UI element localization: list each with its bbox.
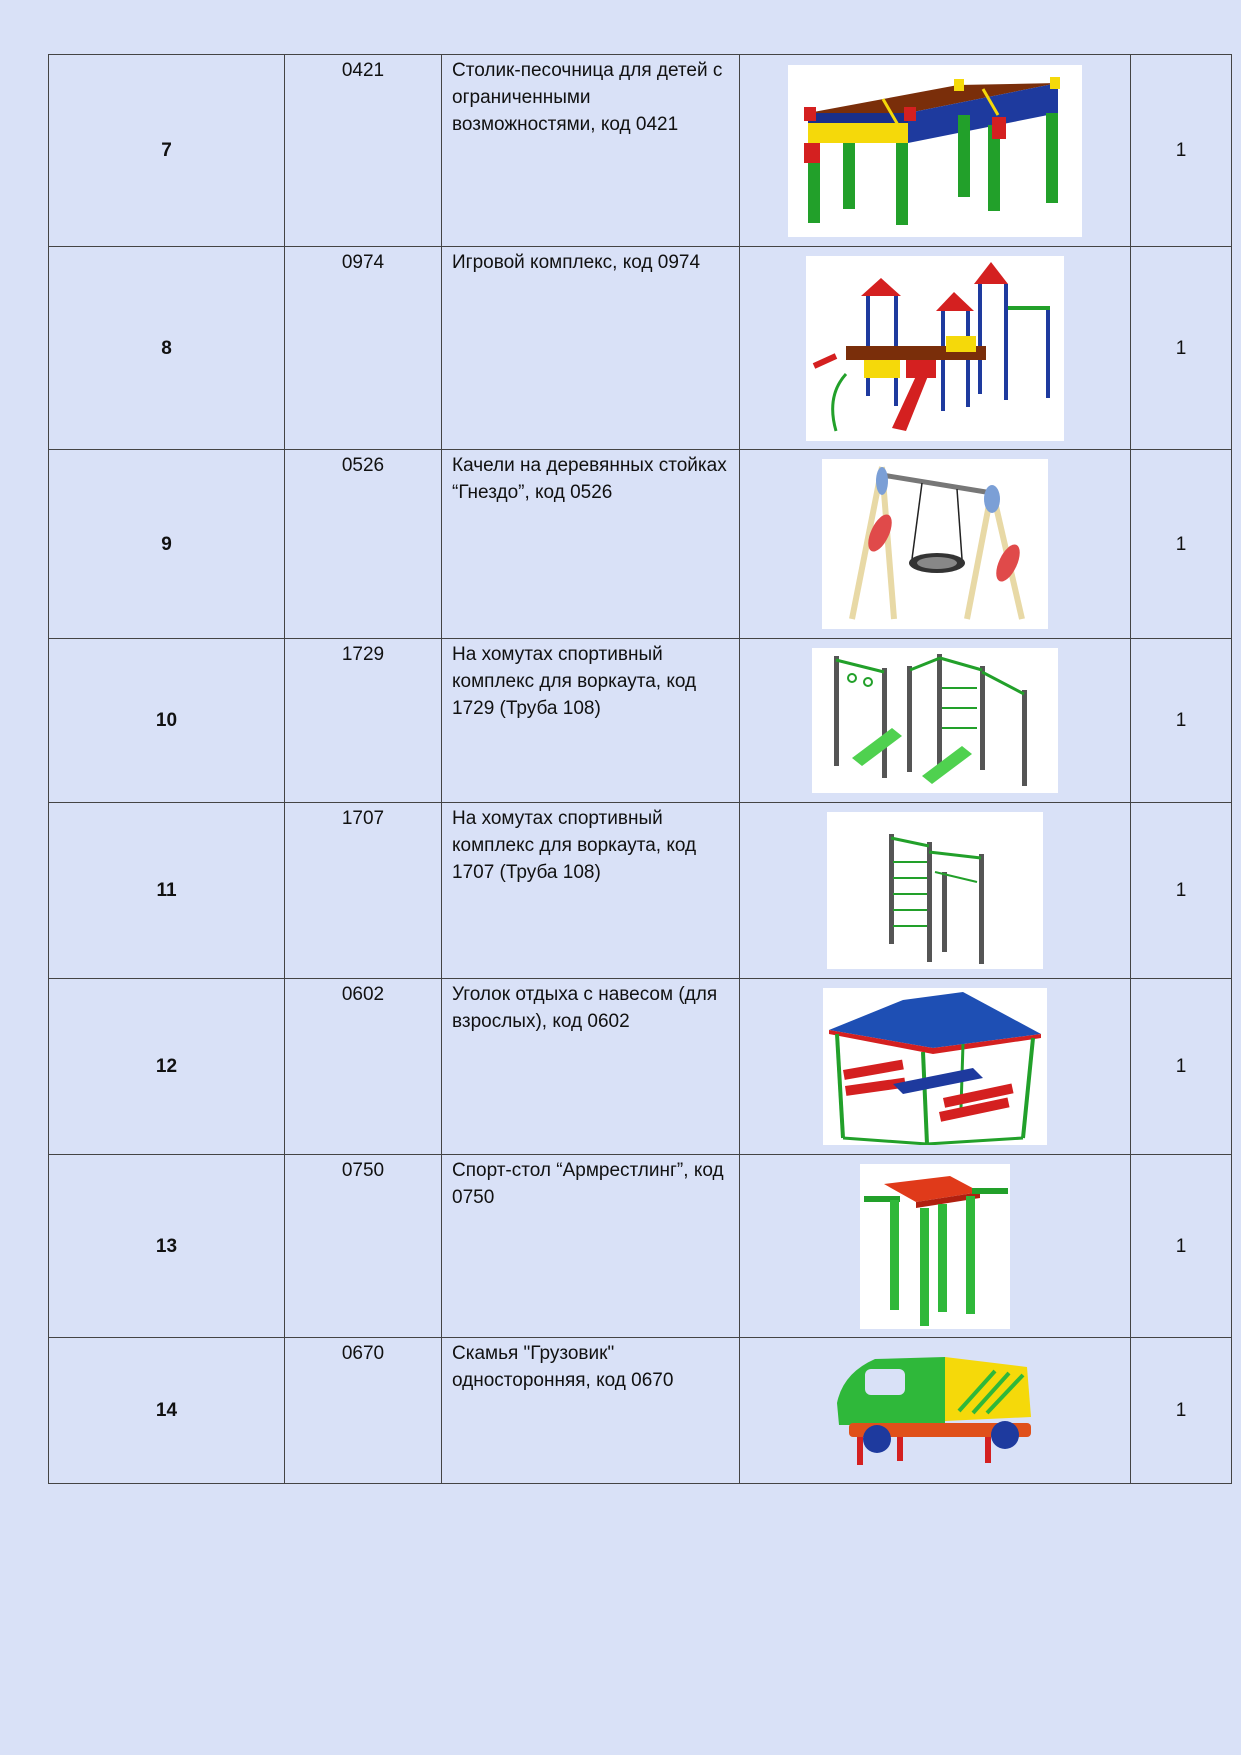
item-name: На хомутах спортивный комплекс для воркаута, код 1707 (Труба 108) <box>442 803 740 979</box>
item-name: Скамья "Грузовик" односторонняя, код 0670 <box>442 1338 740 1484</box>
item-picture-cell <box>740 1155 1131 1338</box>
item-code: 0750 <box>285 1155 442 1338</box>
rest-canopy-image <box>823 988 1047 1145</box>
item-name: Игровой комплекс, код 0974 <box>442 247 740 450</box>
table-row <box>49 55 1232 247</box>
item-picture-cell <box>740 247 1131 450</box>
item-name: На хомутах спортивный комплекс для воркаута, код 1729 (Труба 108) <box>442 639 740 803</box>
item-quantity: 1 <box>1131 450 1232 639</box>
row-number: 13 <box>49 1155 285 1338</box>
equipment-table <box>48 54 1232 1484</box>
sandbox-table-image <box>788 65 1082 237</box>
item-quantity: 1 <box>1131 639 1232 803</box>
item-picture-cell <box>740 639 1131 803</box>
item-code: 1707 <box>285 803 442 979</box>
item-picture-cell <box>740 450 1131 639</box>
table-row <box>49 803 1232 979</box>
item-code: 0421 <box>285 55 442 247</box>
item-code: 1729 <box>285 639 442 803</box>
play-complex-image <box>806 256 1064 441</box>
table-row <box>49 1338 1232 1484</box>
table-row <box>49 639 1232 803</box>
workout-complex-small-image <box>827 812 1043 969</box>
item-name: Качели на деревянных стойках “Гнездо”, код 0526 <box>442 450 740 639</box>
item-quantity: 1 <box>1131 1155 1232 1338</box>
item-code: 0602 <box>285 979 442 1155</box>
item-name: Уголок отдыха с навесом (для взрослых), код 0602 <box>442 979 740 1155</box>
item-picture-cell <box>740 1338 1131 1484</box>
table-row <box>49 1155 1232 1338</box>
workout-complex-large-image <box>812 648 1058 793</box>
item-name: Столик-песочница для детей с ограниченными возможностями, код 0421 <box>442 55 740 247</box>
item-name: Спорт-стол “Армрестлинг”, код 0750 <box>442 1155 740 1338</box>
item-quantity: 1 <box>1131 55 1232 247</box>
armwrestling-table-image <box>860 1164 1010 1329</box>
row-number: 11 <box>49 803 285 979</box>
row-number: 8 <box>49 247 285 450</box>
item-quantity: 1 <box>1131 979 1232 1155</box>
table-row <box>49 979 1232 1155</box>
row-number: 14 <box>49 1338 285 1484</box>
item-quantity: 1 <box>1131 247 1232 450</box>
item-code: 0670 <box>285 1338 442 1484</box>
row-number: 12 <box>49 979 285 1155</box>
row-number: 10 <box>49 639 285 803</box>
item-picture-cell <box>740 803 1131 979</box>
truck-bench-image <box>835 1347 1035 1475</box>
item-quantity: 1 <box>1131 1338 1232 1484</box>
item-picture-cell <box>740 55 1131 247</box>
row-number: 9 <box>49 450 285 639</box>
row-number: 7 <box>49 55 285 247</box>
item-quantity: 1 <box>1131 803 1232 979</box>
nest-swing-image <box>822 459 1048 629</box>
item-picture-cell <box>740 979 1131 1155</box>
item-code: 0974 <box>285 247 442 450</box>
table-row <box>49 247 1232 450</box>
item-code: 0526 <box>285 450 442 639</box>
table-row <box>49 450 1232 639</box>
